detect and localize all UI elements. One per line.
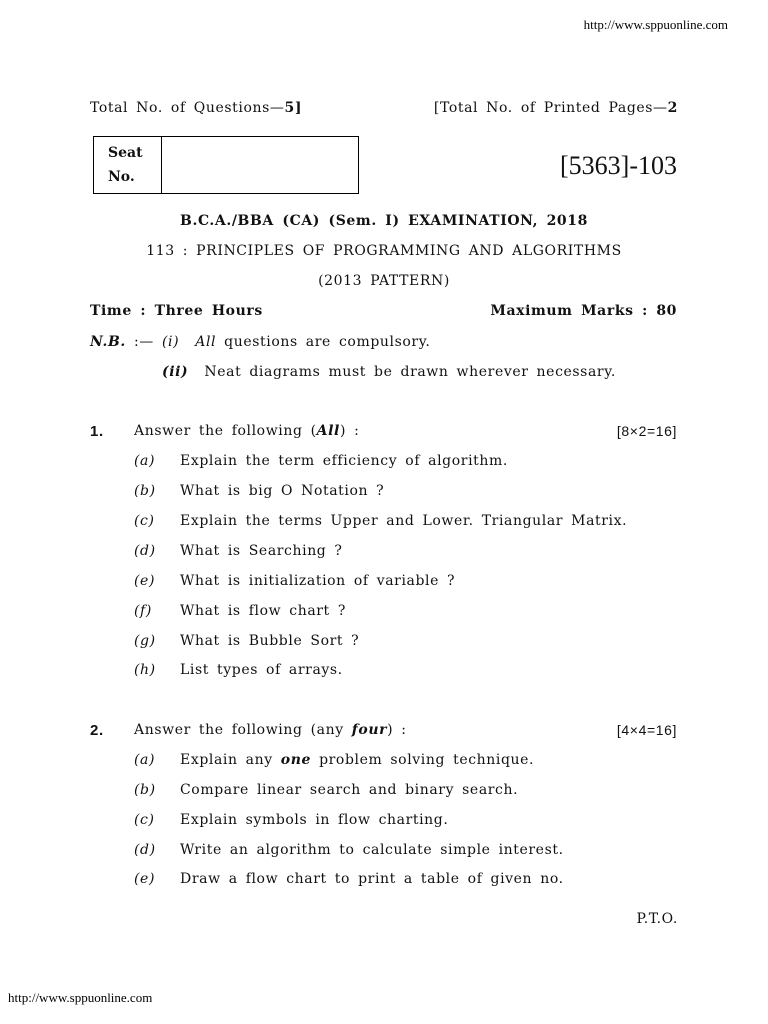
question-1-instruction [134,423,359,439]
item-text: What is big O Notation ? [180,483,385,499]
seat-label [94,137,162,193]
item-text-emphasis: one [280,752,312,768]
subject-title: 113 : PRINCIPLES OF PROGRAMMING AND ALGORITHMS [146,243,622,259]
total-questions-value: 5] [284,100,303,116]
exam-time: Time : Three Hours [90,303,263,319]
note-1-emphasis: All [195,334,217,350]
seat-number-box [93,136,359,194]
question-2-item [0,752,768,774]
question-2-suffix: ) : [387,722,407,738]
item-text: Draw a flow chart to print a table of given no. [180,871,564,887]
item-label: (c) [134,513,155,529]
question-1-item [0,483,768,505]
maximum-marks: Maximum Marks : 80 [490,303,677,319]
question-1-suffix: ) : [339,423,360,439]
note-1-text: questions are compulsory. [216,334,431,350]
item-label: (a) [134,752,156,768]
item-label: (h) [134,662,156,678]
please-turn-over: P.T.O. [636,911,678,927]
question-1-item [0,633,768,655]
item-text: Write an algorithm to calculate simple interest. [180,842,564,858]
question-2-instruction [134,722,407,738]
question-2-number: 2. [90,722,104,739]
question-1-emphasis: All [316,423,340,439]
total-questions-label: Total No. of Questions— [90,100,285,116]
item-label: (b) [134,483,156,499]
total-pages-label: [Total No. of Printed Pages— [433,100,668,116]
pattern: (2013 PATTERN) [318,273,450,289]
source-url-bottom: http://www.sppuonline.com [8,990,153,1005]
question-2-prefix: Answer the following (any [134,722,352,738]
item-label: (d) [134,543,156,559]
item-text: What is initialization of variable ? [180,573,456,589]
item-label: (e) [134,573,156,589]
note-2 [162,364,616,380]
question-2-emphasis: four [351,722,388,738]
question-1-number: 1. [90,423,104,440]
item-label: (g) [134,633,156,649]
note-2-text: Neat diagrams must be drawn wherever necessary. [204,364,616,380]
item-label: (a) [134,453,156,469]
nb-label: N.B. [90,334,126,350]
question-1-item [0,513,768,535]
question-1 [0,423,768,445]
question-1-marks: [8×2=16] [616,423,677,439]
question-2 [0,722,768,744]
item-label: (c) [134,812,155,828]
item-text-post: problem solving technique. [311,752,535,768]
question-2-item [0,842,768,864]
source-url-top: http://www.sppuonline.com [583,17,728,32]
question-1-item [0,662,768,684]
nb-separator: :— [133,334,154,350]
note-1 [90,334,430,350]
item-text: Compare linear search and binary search. [180,782,519,798]
total-pages-value: 2 [667,100,678,116]
seat-label-line2: No. [108,169,135,185]
note-1-number: (i) [161,334,180,350]
question-2-item [0,812,768,834]
item-label: (d) [134,842,156,858]
exam-title: B.C.A./BBA (CA) (Sem. I) EXAMINATION, 2018 [180,213,588,229]
item-text: Explain the terms Upper and Lower. Triangular Matrix. [180,513,628,529]
question-1-item [0,603,768,625]
question-1-prefix: Answer the following ( [134,423,317,439]
item-label: (e) [134,871,156,887]
seat-label-line1: Seat [108,145,143,161]
question-2-item [0,871,768,893]
item-text: What is Bubble Sort ? [180,633,360,649]
item-text-pre: Explain any [180,752,281,768]
item-text: What is flow chart ? [180,603,346,619]
seat-number-field[interactable] [162,137,358,193]
note-2-number: (ii) [162,364,189,380]
item-text: What is Searching ? [180,543,343,559]
item-label: (f) [134,603,152,619]
question-2-item [0,782,768,804]
item-text: Explain the term efficiency of algorithm. [180,453,508,469]
paper-code: [5363]-103 [560,151,677,180]
item-text: List types of arrays. [180,662,343,678]
question-1-item [0,543,768,565]
question-1-item [0,573,768,595]
item-text: Explain symbols in flow charting. [180,812,449,828]
question-2-marks: [4×4=16] [616,722,677,738]
total-questions [90,100,302,116]
total-pages [434,100,678,116]
item-text [180,752,534,768]
item-label: (b) [134,782,156,798]
question-1-item [0,453,768,475]
